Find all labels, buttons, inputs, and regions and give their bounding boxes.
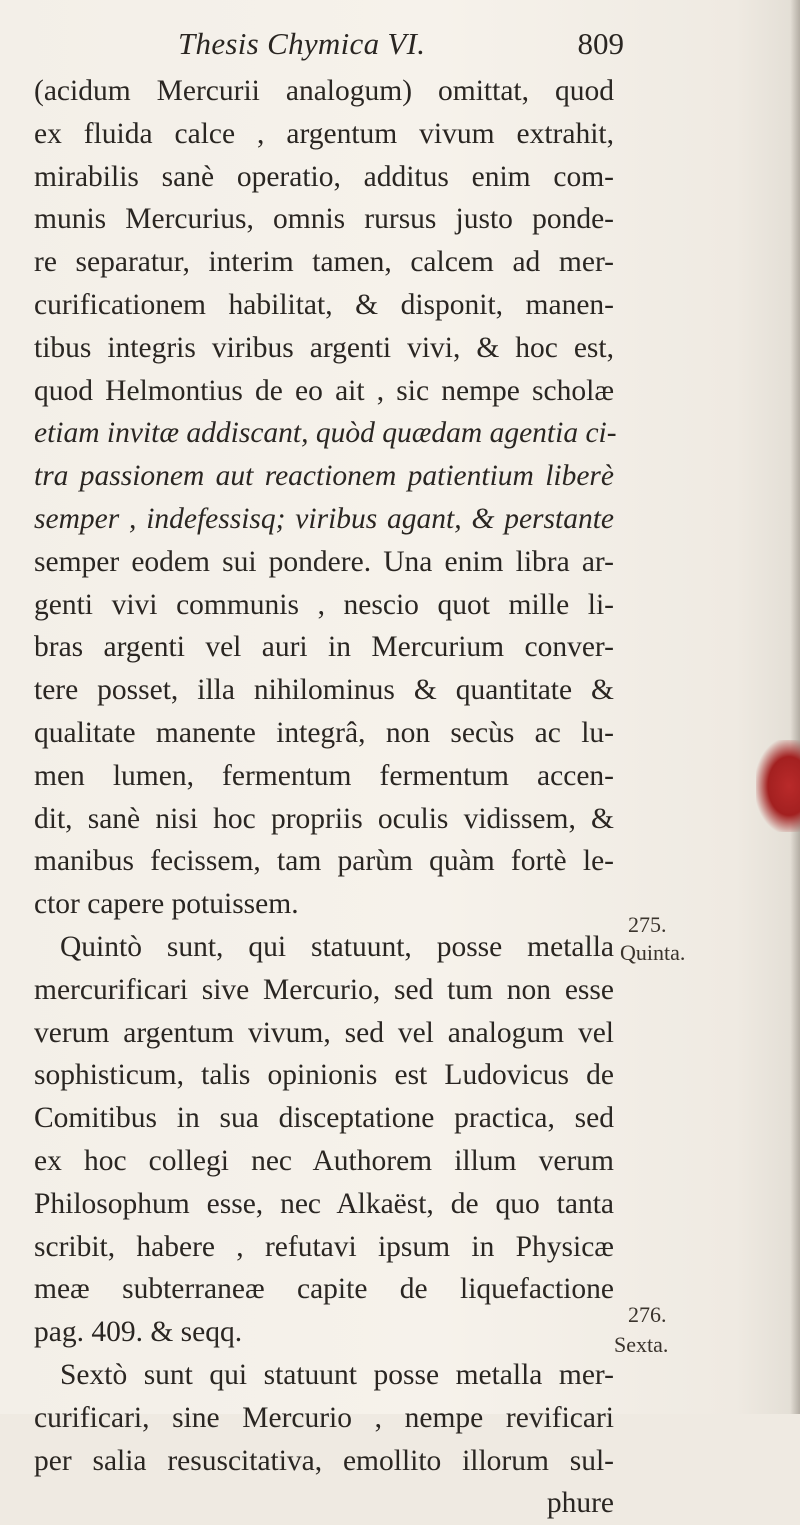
text-line: mirabilis sanè operatio, additus enim com- — [34, 160, 614, 193]
text-line: ex hoc collegi nec Authorem illum verum — [34, 1144, 614, 1177]
page-number: 809 — [577, 26, 624, 61]
text-line: men lumen, fermentum fermentum accen- — [34, 759, 614, 792]
body-text — [34, 70, 617, 1525]
text-line: (acidum Mercurii analogum) omittat, quod — [34, 75, 614, 107]
text-line: meæ subterraneæ capite de liquefactione — [34, 1273, 614, 1306]
text-line: per salia resuscitativa, emollito illorum sul- — [34, 1444, 614, 1477]
text-line: munis Mercurius, omnis rursus justo ponde- — [34, 203, 614, 236]
text-line: ctor capere potuissem. — [34, 888, 299, 921]
page-edge-shadow — [790, 0, 800, 1414]
text-line: dit, sanè nisi hoc propriis oculis vidissem, & — [34, 802, 614, 835]
margin-number: 275. — [628, 912, 667, 937]
text-line: sophisticum, talis opinionis est Ludovicus de — [34, 1059, 614, 1092]
text-line: tere posset, illa nihilominus & quantitate & — [34, 674, 614, 707]
margin-number: 276. — [628, 1302, 667, 1327]
margin-label: Quinta. — [620, 940, 686, 965]
text-line: pag. 409. & seqq. — [34, 1316, 243, 1349]
text-line: Quintò sunt, qui statuunt, posse metalla — [60, 930, 614, 963]
text-line: Philosophum esse, nec Alkaëst, de quo tanta — [34, 1187, 614, 1220]
margin-label: Sexta. — [614, 1332, 669, 1357]
running-head — [170, 22, 630, 66]
text-line: ex fluida calce , argentum vivum extrahit, — [34, 117, 614, 150]
text-line: semper eodem sui pondere. Una enim libra ar- — [34, 545, 614, 578]
red-ink-bleed — [756, 740, 800, 832]
text-line: bras argenti vel auri in Mercurium conver- — [34, 631, 614, 664]
text-line: manibus fecissem, tam parùm quàm fortè le- — [34, 845, 614, 878]
text-line: qualitate manente integrâ, non secùs ac lu- — [34, 716, 614, 749]
text-line: quod Helmontius de eo ait , sic nempe scholæ — [34, 374, 614, 407]
text-line-italic: etiam invitæ addiscant, quòd quædam agentia ci- — [34, 417, 617, 450]
text-line: curificationem habilitat, & disponit, manen- — [34, 288, 614, 321]
text-line: genti vivi communis , nescio quot mille li- — [34, 588, 614, 621]
text-line-italic: semper , indefessisq; viribus agant, & perstante — [34, 502, 614, 535]
text-line: mercurificari sive Mercurio, sed tum non esse — [34, 973, 614, 1006]
catchword: phure — [546, 1487, 614, 1520]
text-line: re separatur, interim tamen, calcem ad mer- — [34, 246, 614, 279]
text-line: verum argentum vivum, sed vel analogum vel — [34, 1016, 614, 1049]
text-line: tibus integris viribus argenti vivi, & hoc est, — [34, 331, 614, 364]
text-line: curificari, sine Mercurio , nempe revificari — [34, 1401, 614, 1434]
text-line: scribit, habere , refutavi ipsum in Physicæ — [34, 1230, 614, 1263]
text-line: Comitibus in sua disceptatione practica, sed — [34, 1102, 614, 1135]
running-title: Thesis Chymica VI. — [178, 26, 426, 61]
text-line: Sextò sunt qui statuunt posse metalla mer- — [60, 1358, 614, 1391]
text-line-italic: tra passionem aut reactionem patientium liberè — [34, 460, 614, 493]
